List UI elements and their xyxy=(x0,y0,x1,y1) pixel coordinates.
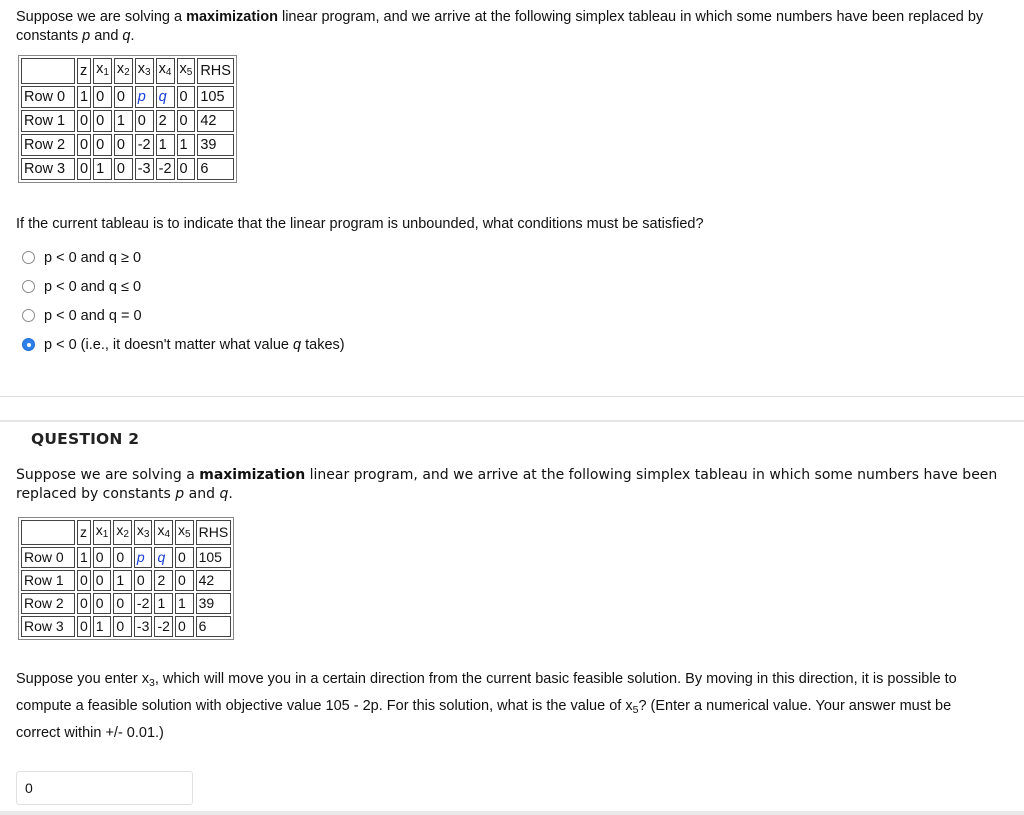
cell: 0 xyxy=(114,86,133,108)
radio-button[interactable] xyxy=(22,251,35,264)
table-row xyxy=(21,616,231,637)
prompt-text: . xyxy=(130,28,135,44)
cell: 0 xyxy=(77,158,91,180)
cell: 0 xyxy=(77,593,91,614)
header-cell: $x_4$ xyxy=(156,58,175,84)
radio-button-selected[interactable] xyxy=(22,338,35,351)
header-cell: $x_3$ xyxy=(134,520,153,545)
cell: 1 xyxy=(114,110,133,132)
cell: 0 xyxy=(114,134,133,156)
simplex-tableau-1 xyxy=(18,55,237,183)
cell: 1 xyxy=(175,593,194,614)
table-row xyxy=(21,593,231,614)
prompt-text: Suppose we are solving a xyxy=(16,9,187,25)
header-cell: $x_3$ xyxy=(135,58,154,84)
cell: 39 xyxy=(196,593,232,614)
cell: -3 xyxy=(134,616,153,637)
header-cell: $x_1$ xyxy=(93,520,112,545)
cell: 0 xyxy=(113,547,132,568)
cell: 0 xyxy=(113,616,132,637)
row-label: Row 2 xyxy=(21,134,75,156)
cell: 0 xyxy=(77,616,91,637)
cell-p: p xyxy=(135,86,154,108)
prompt-text: and xyxy=(184,486,220,502)
var-p: p xyxy=(82,28,91,44)
cell: 1 xyxy=(113,570,132,591)
option-3[interactable] xyxy=(22,301,345,330)
prompt-text: and xyxy=(90,28,123,44)
header-cell: $x_2$ xyxy=(113,520,132,545)
header-cell: RHS xyxy=(196,520,232,545)
divider xyxy=(0,811,1024,815)
prompt-text: Suppose we are solving a xyxy=(16,467,200,483)
cell: 1 xyxy=(77,86,91,108)
cell: 0 xyxy=(93,110,112,132)
divider xyxy=(0,420,1024,422)
option-2[interactable] xyxy=(22,272,345,301)
cell: 1 xyxy=(154,593,173,614)
cell: 1 xyxy=(93,616,112,637)
cell: -2 xyxy=(134,593,153,614)
question-1-prompt xyxy=(16,8,1006,46)
row-label: Row 0 xyxy=(21,86,75,108)
header-cell: $x_4$ xyxy=(154,520,173,545)
row-label: Row 1 xyxy=(21,570,75,591)
cell: 0 xyxy=(77,134,91,156)
prompt-text: . xyxy=(228,486,233,502)
cell: 6 xyxy=(196,616,232,637)
question-2-text: Suppose you enter $x_3$, which will move you in a certain direction from the current basic feasible solution. By moving in this direction, it is possible to compute a feasible solution with objective value 105 - 2p. For this solution, what is the value of $x_5$? (Enter a numerical value. Your answer must be correct within +/- 0.01.) xyxy=(16,671,957,741)
cell: 0 xyxy=(177,110,196,132)
cell-p: p xyxy=(134,547,153,568)
cell: 0 xyxy=(134,570,153,591)
answer-options xyxy=(22,243,345,359)
cell: -2 xyxy=(156,158,175,180)
cell: 0 xyxy=(177,158,196,180)
option-label: p < 0 (i.e., it doesn't matter what value q takes) xyxy=(44,336,345,353)
row-label: Row 3 xyxy=(21,158,75,180)
prompt-bold: maximization xyxy=(199,467,306,483)
divider xyxy=(0,396,1024,397)
cell: 0 xyxy=(93,547,112,568)
cell: 39 xyxy=(197,134,234,156)
row-label: Row 1 xyxy=(21,110,75,132)
cell: 0 xyxy=(93,86,112,108)
question-2-title: QUESTION 2 xyxy=(31,430,140,448)
table-row xyxy=(21,86,234,108)
cell: 6 xyxy=(197,158,234,180)
question-2-prompt xyxy=(16,466,1006,504)
var-p: p xyxy=(175,486,185,502)
table-row xyxy=(21,134,234,156)
cell: 0 xyxy=(77,110,91,132)
cell: -2 xyxy=(135,134,154,156)
cell: 0 xyxy=(93,570,112,591)
header-cell: $x_5$ xyxy=(177,58,196,84)
cell: 0 xyxy=(113,593,132,614)
cell: 0 xyxy=(175,547,194,568)
tableau-header-row xyxy=(21,58,234,84)
cell: 42 xyxy=(197,110,234,132)
question-1-text: If the current tableau is to indicate that the linear program is unbounded, what conditions must be satisfied? xyxy=(16,216,704,232)
answer-input[interactable] xyxy=(16,771,193,805)
cell: 2 xyxy=(154,570,173,591)
table-row xyxy=(21,110,234,132)
table-row xyxy=(21,570,231,591)
cell: 42 xyxy=(196,570,232,591)
header-cell: $x_1$ xyxy=(93,58,112,84)
cell-q: q xyxy=(154,547,173,568)
var-q: q xyxy=(122,28,131,44)
cell: 0 xyxy=(114,158,133,180)
prompt-text: linear program, and we arrive at the following simplex tableau in which some numbers have been replaced by constants xyxy=(16,467,998,502)
cell: 0 xyxy=(93,134,112,156)
header-cell: z xyxy=(77,520,91,545)
prompt-text: linear program, and we arrive at the following simplex tableau in which some numbers have been replaced by constants xyxy=(16,9,984,44)
option-4[interactable] xyxy=(22,330,345,359)
cell: 0 xyxy=(135,110,154,132)
row-label: Row 3 xyxy=(21,616,75,637)
tableau-corner-cell xyxy=(21,58,75,84)
cell: -3 xyxy=(135,158,154,180)
cell: 1 xyxy=(156,134,175,156)
table-row xyxy=(21,158,234,180)
cell: 2 xyxy=(156,110,175,132)
simplex-tableau-2 xyxy=(18,517,234,640)
tableau-table xyxy=(18,517,234,640)
cell: 105 xyxy=(197,86,234,108)
option-1[interactable] xyxy=(22,243,345,272)
option-label: p < 0 and q ≥ 0 xyxy=(44,249,142,266)
prompt-bold: maximization xyxy=(186,9,278,25)
cell: 1 xyxy=(77,547,91,568)
row-label: Row 0 xyxy=(21,547,75,568)
cell: 0 xyxy=(175,570,194,591)
cell: 0 xyxy=(175,616,194,637)
header-cell: RHS xyxy=(197,58,234,84)
cell: 1 xyxy=(93,158,112,180)
cell-q: q xyxy=(156,86,175,108)
header-cell: z xyxy=(77,58,91,84)
header-cell: $x_5$ xyxy=(175,520,194,545)
cell: 1 xyxy=(177,134,196,156)
cell: 0 xyxy=(77,570,91,591)
cell: 0 xyxy=(93,593,112,614)
cell: 0 xyxy=(177,86,196,108)
option-label: p < 0 and q ≤ 0 xyxy=(44,278,142,295)
tableau-table xyxy=(18,55,237,183)
tableau-corner-cell xyxy=(21,520,75,545)
cell: -2 xyxy=(154,616,173,637)
cell: 105 xyxy=(196,547,232,568)
header-cell: $x_2$ xyxy=(114,58,133,84)
radio-button[interactable] xyxy=(22,309,35,322)
radio-button[interactable] xyxy=(22,280,35,293)
row-label: Row 2 xyxy=(21,593,75,614)
var-q: q xyxy=(219,486,229,502)
table-row xyxy=(21,547,231,568)
tableau-header-row xyxy=(21,520,231,545)
option-label: p < 0 and q = 0 xyxy=(44,307,142,324)
